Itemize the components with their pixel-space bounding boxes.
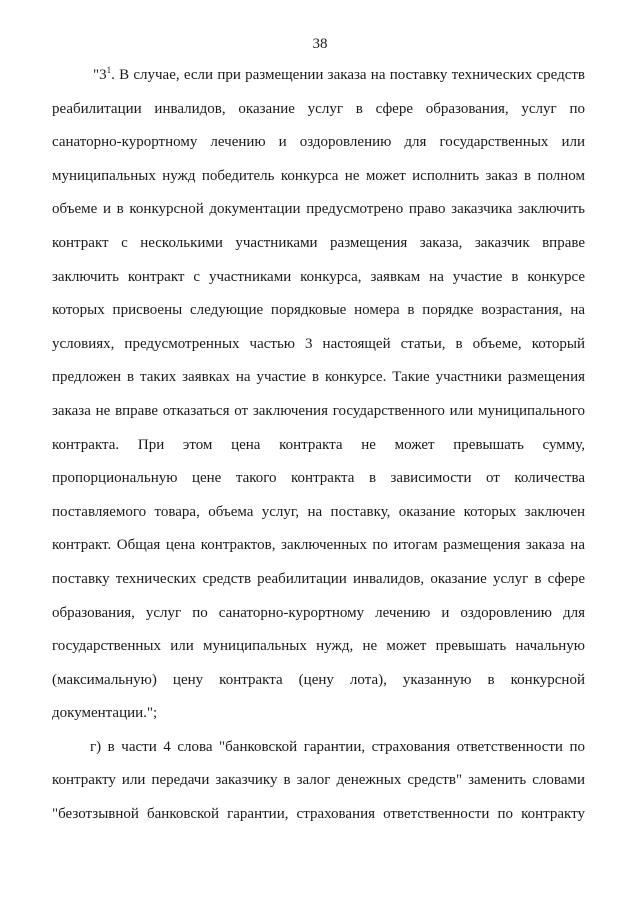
paragraph-1-line-20: документации."; [52, 705, 158, 722]
paragraph-1-line-5: объеме и в конкурсной документации предусмотрено право заказчика заключить [52, 201, 585, 218]
paragraph-1-line-1-text: . В случае, если при размещении заказа на поставку технических средств [111, 67, 585, 83]
paragraph-1-line-11: заказа не вправе отказаться от заключения государственного или муниципального [52, 402, 585, 419]
paragraph-2-line-2: контракту или передачи заказчику в залог денежных средств" заменить словами [52, 772, 585, 789]
superscript-mark: 1 [106, 65, 112, 75]
paragraph-1-line-17: образования, услуг по санаторно-курортному лечению и оздоровлению для [52, 604, 585, 621]
paragraph-1-line-7: заключить контракт с участниками конкурса, заявкам на участие в конкурсе [52, 268, 585, 285]
paragraph-1-line-9: условиях, предусмотренных частью 3 настоящей статьи, в объеме, который [52, 335, 585, 352]
paragraph-1-line-2: реабилитации инвалидов, оказание услуг в сфере образования, услуг по [52, 100, 585, 117]
paragraph-1-line-12: контракта. При этом цена контракта не может превышать сумму, [52, 436, 585, 453]
paragraph-1-line-19: (максимальную) цену контракта (цену лота), указанную в конкурсной [52, 671, 585, 688]
paragraph-1-line-18: государственных или муниципальных нужд, не может превышать начальную [52, 638, 585, 655]
document-text [52, 59, 585, 832]
paragraph-1-line-15: контракт. Общая цена контрактов, заключенных по итогам размещения заказа на [52, 537, 585, 554]
paragraph-1-line-10: предложен в таких заявках на участие в конкурсе. Такие участники размещения [52, 369, 585, 386]
paragraph-1-line-1 [52, 59, 585, 93]
paragraph-2-line-1: г) в части 4 слова "банковской гарантии, страхования ответственности по [90, 738, 585, 755]
quote-open: "3 [93, 67, 107, 83]
paragraph-1-line-16: поставку технических средств реабилитации инвалидов, оказание услуг в сфере [52, 570, 585, 587]
paragraph-1-line-13: пропорциональную цене такого контракта в зависимости от количества [52, 470, 585, 487]
paragraph-1-line-3: санаторно-курортному лечению и оздоровлению для государственных или [52, 134, 585, 151]
paragraph-2-line-3: "безотзывной банковской гарантии, страхования ответственности по контракту [52, 806, 585, 823]
paragraph-1-line-4: муниципальных нужд победитель конкурса не может исполнить заказ в полном [52, 167, 585, 184]
page-number: 38 [312, 36, 328, 52]
paragraph-1-line-6: контракт с несколькими участниками размещения заказа, заказчик вправе [52, 234, 585, 251]
paragraph-1-line-14: поставляемого товара, объема услуг, на поставку, оказание которых заключен [52, 503, 585, 520]
paragraph-1-line-8: которых присвоены следующие порядковые номера в порядке возрастания, на [52, 302, 585, 319]
